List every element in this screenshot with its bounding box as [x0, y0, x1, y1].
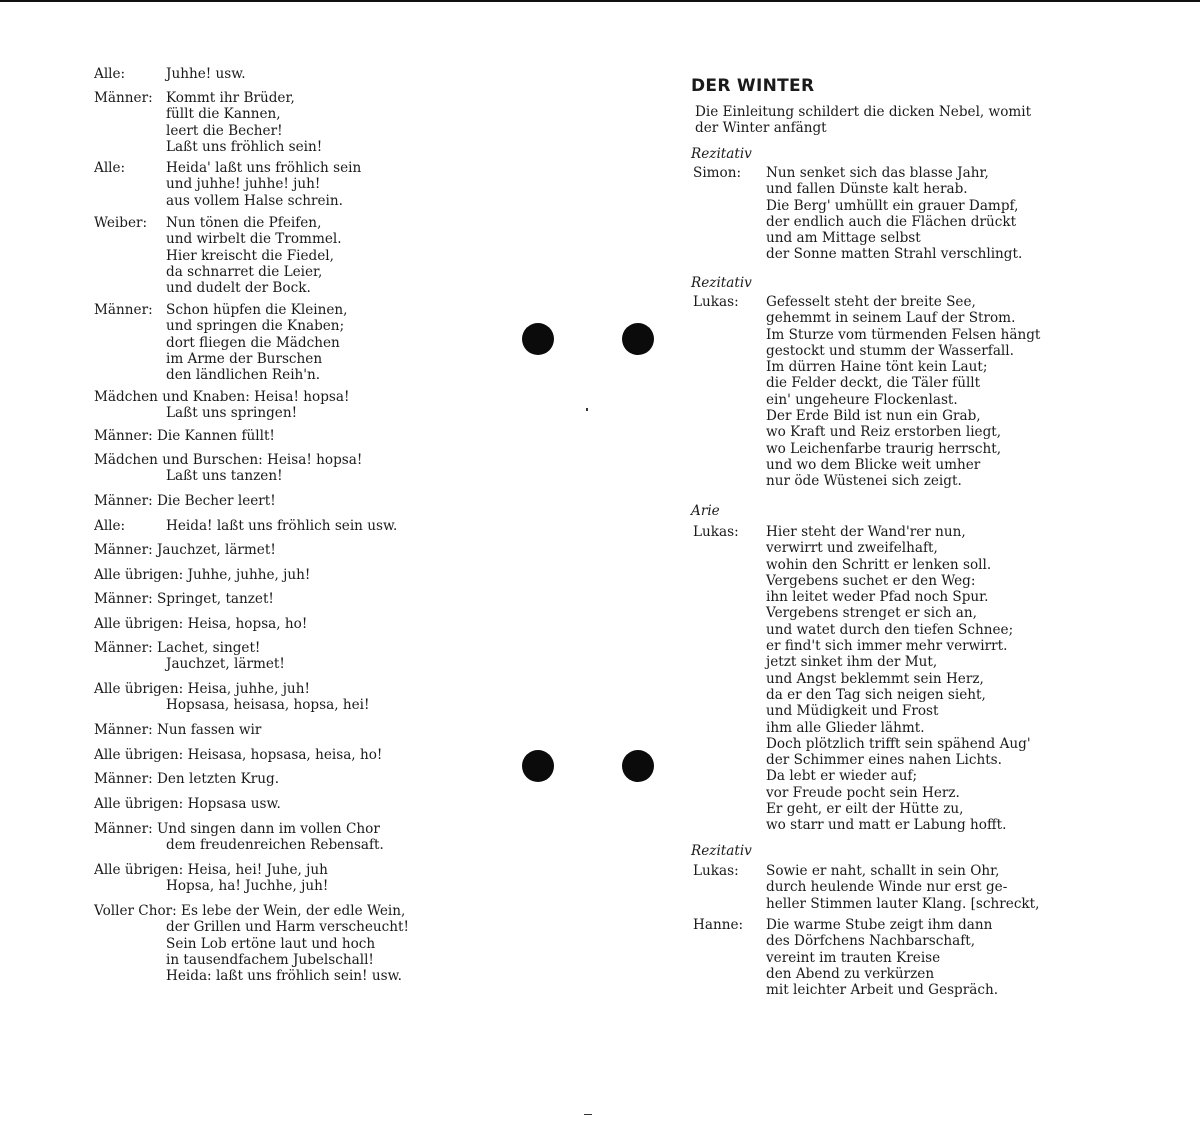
speaker-label: Alle:	[94, 160, 126, 176]
verse-line: Heida! laßt uns fröhlich sein usw.	[166, 518, 398, 534]
verse-line: vor Freude pocht sein Herz.	[766, 784, 960, 801]
verse-line: Nun tönen die Pfeifen,	[166, 215, 322, 231]
verse-line: Männer: Nun fassen wir	[94, 722, 262, 738]
verse-line: die Felder deckt, die Täler füllt	[766, 375, 981, 392]
verse-line: der Sonne matten Strahl verschlingt.	[766, 246, 1023, 263]
verse-line: Alle übrigen: Heisa, juhhe, juh!	[94, 681, 310, 697]
verse-line: Sein Lob ertöne laut und hoch	[166, 935, 376, 952]
verse-line: der Grillen und Harm verscheucht!	[166, 919, 409, 936]
verse-line: Die warme Stube zeigt ihm dann	[766, 917, 993, 933]
verse-line: Alle übrigen: Heisa, hopsa, ho!	[94, 616, 308, 632]
verse-line: gehemmt in seinem Lauf der Strom.	[766, 310, 1016, 327]
speaker-label: Männer:	[94, 90, 153, 106]
verse-line: der Schimmer eines nahen Lichts.	[766, 752, 1002, 769]
verse-block	[94, 821, 514, 854]
verse-line: Heida' laßt uns fröhlich sein	[166, 160, 362, 176]
verse-line: Schon hüpfen die Kleinen,	[166, 302, 348, 318]
verse-block	[693, 165, 1113, 263]
verse-line: Laßt uns fröhlich sein!	[166, 138, 323, 155]
verse-line: und juhhe! juhhe! juh!	[166, 176, 321, 193]
verse-line: Männer: Lachet, singet!	[94, 640, 261, 656]
speaker-label: Lukas:	[693, 294, 739, 310]
verse-line: Männer: Den letzten Krug.	[94, 771, 280, 787]
verse-line: und Müdigkeit und Frost	[766, 703, 939, 720]
verse-line: und am Mittage selbst	[766, 230, 921, 247]
verse-block	[94, 903, 514, 984]
verse-line: und wo dem Blicke weit umher	[766, 456, 981, 473]
verse-line: wo Kraft und Reiz erstorben liegt,	[766, 424, 1002, 441]
verse-line: und watet durch den tiefen Schnee;	[766, 621, 1014, 638]
verse-line: Die Berg' umhüllt ein grauer Dampf,	[766, 197, 1019, 214]
verse-line: Laßt uns springen!	[166, 405, 298, 422]
verse-block	[94, 747, 514, 763]
speaker-label: Männer:	[94, 302, 153, 318]
verse-line: Mädchen und Burschen: Heisa! hopsa!	[94, 452, 363, 468]
speck-mark	[584, 1114, 592, 1115]
verse-block	[94, 681, 514, 714]
verse-line: Sowie er naht, schallt in sein Ohr,	[766, 863, 1000, 879]
speaker-label: Hanne:	[693, 917, 744, 933]
verse-line: Alle übrigen: Heisasa, hopsasa, heisa, ho!	[94, 747, 383, 763]
verse-block	[94, 518, 514, 534]
verse-line: Da lebt er wieder auf;	[766, 768, 918, 785]
verse-line: und fallen Dünste kalt herab.	[766, 181, 968, 198]
verse-block	[94, 90, 514, 155]
verse-block	[94, 616, 514, 632]
verse-block	[94, 722, 514, 738]
verse-line: wohin den Schritt er lenken soll.	[766, 556, 992, 573]
verse-line: durch heulende Winde nur erst ge-	[766, 879, 1008, 896]
verse-line: Hopsasa, heisasa, hopsa, hei!	[166, 697, 370, 714]
verse-block	[693, 294, 1113, 490]
verse-line: ihm alle Glieder lähmt.	[766, 719, 925, 736]
verse-line: der endlich auch die Flächen drückt	[766, 213, 1017, 230]
verse-line: wo Leichenfarbe traurig herrscht,	[766, 440, 1002, 457]
verse-line: gestockt und stumm der Wasserfall.	[766, 342, 1014, 359]
punch-hole	[522, 323, 554, 355]
speaker-label: Alle:	[94, 518, 126, 534]
verse-line: Heida: laßt uns fröhlich sein! usw.	[166, 968, 402, 985]
verse-line: Männer: Die Becher leert!	[94, 493, 276, 509]
verse-line: da schnarret die Leier,	[166, 263, 323, 280]
verse-line: Vergebens suchet er den Weg:	[766, 572, 976, 589]
verse-block	[693, 524, 1113, 834]
verse-line: Hier kreischt die Fiedel,	[166, 247, 334, 264]
verse-line: jetzt sinket ihm der Mut,	[766, 654, 938, 671]
speaker-label: Lukas:	[693, 524, 739, 540]
verse-line: wo starr und matt er Labung hofft.	[766, 817, 1007, 834]
verse-block	[94, 591, 514, 607]
verse-line: Er geht, er eilt der Hütte zu,	[766, 801, 964, 818]
verse-block	[94, 215, 514, 296]
section-heading: Rezitativ	[691, 843, 752, 859]
verse-line: Im Sturze vom türmenden Felsen hängt	[766, 326, 1041, 343]
verse-block	[94, 567, 514, 583]
verse-block	[94, 493, 514, 509]
verse-line: Laßt uns tanzen!	[166, 468, 283, 485]
verse-line: vereint im trauten Kreise	[766, 949, 941, 966]
section-heading: Rezitativ	[691, 275, 752, 291]
verse-block	[693, 917, 1113, 998]
verse-line: und Angst beklemmt sein Herz,	[766, 670, 984, 687]
verse-line: aus vollem Halse schrein.	[166, 192, 343, 209]
verse-line: ihn leitet weder Pfad noch Spur.	[766, 589, 989, 606]
verse-line: Hier steht der Wand'rer nun,	[766, 524, 966, 540]
verse-line: er find't sich immer mehr verwirrt.	[766, 638, 1008, 655]
verse-line: Alle übrigen: Heisa, hei! Juhe, juh	[94, 862, 328, 878]
verse-line: Vergebens strenget er sich an,	[766, 605, 977, 622]
speaker-label: Lukas:	[693, 863, 739, 879]
verse-line: Männer: Die Kannen füllt!	[94, 428, 275, 444]
verse-block	[94, 771, 514, 787]
verse-line: mit leichter Arbeit und Gespräch.	[766, 982, 999, 999]
verse-block	[94, 640, 514, 673]
verse-line: Voller Chor: Es lebe der Wein, der edle Wein,	[94, 903, 406, 919]
verse-line: Nun senket sich das blasse Jahr,	[766, 165, 989, 181]
verse-line: Kommt ihr Brüder,	[166, 90, 295, 106]
verse-line: Jauchzet, lärmet!	[166, 656, 285, 673]
verse-line: Alle übrigen: Hopsasa usw.	[94, 796, 281, 812]
punch-hole	[622, 750, 654, 782]
verse-block	[94, 160, 514, 209]
verse-line: und springen die Knaben;	[166, 318, 345, 335]
verse-line: Männer: Und singen dann im vollen Chor	[94, 821, 380, 837]
intro-line: der Winter anfängt	[695, 120, 827, 137]
verse-block	[693, 863, 1113, 912]
verse-line: heller Stimmen lauter Klang. [schreckt,	[766, 895, 1040, 912]
section-title: DER WINTER	[691, 76, 815, 96]
speaker-label: Alle:	[94, 66, 126, 82]
verse-block	[94, 389, 514, 422]
verse-line: Männer: Springet, tanzet!	[94, 591, 274, 607]
verse-line: da er den Tag sich neigen sieht,	[766, 686, 986, 703]
verse-line: Doch plötzlich trifft sein spähend Aug'	[766, 735, 1031, 752]
verse-line: Juhhe! usw.	[166, 66, 246, 82]
section-heading: Rezitativ	[691, 146, 752, 162]
verse-block	[94, 302, 514, 383]
verse-block	[94, 66, 514, 82]
verse-line: den Abend zu verkürzen	[766, 965, 935, 982]
verse-block	[94, 862, 514, 895]
verse-line: Alle übrigen: Juhhe, juhhe, juh!	[94, 567, 311, 583]
punch-hole	[522, 750, 554, 782]
verse-line: füllt die Kannen,	[166, 106, 281, 123]
verse-line: dort fliegen die Mädchen	[166, 334, 340, 351]
intro-line: Die Einleitung schildert die dicken Nebel, womit	[695, 104, 1032, 120]
verse-line: und wirbelt die Trommel.	[166, 231, 342, 248]
punch-hole	[622, 323, 654, 355]
verse-line: im Arme der Burschen	[166, 350, 323, 367]
intro-text	[695, 104, 1115, 137]
verse-line: Gefesselt steht der breite See,	[766, 294, 976, 310]
verse-line: in tausendfachem Jubelschall!	[166, 951, 374, 968]
section-heading: Arie	[691, 503, 720, 519]
verse-line: dem freudenreichen Rebensaft.	[166, 837, 384, 854]
verse-block	[94, 542, 514, 558]
verse-block	[94, 452, 514, 485]
speaker-label: Weiber:	[94, 215, 148, 231]
verse-block	[94, 796, 514, 812]
verse-line: ein' ungeheure Flockenlast.	[766, 391, 958, 408]
top-border-line	[0, 0, 1200, 2]
verse-line: leert die Becher!	[166, 122, 283, 139]
verse-line: Hopsa, ha! Juchhe, juh!	[166, 878, 329, 895]
verse-line: den ländlichen Reih'n.	[166, 367, 321, 384]
speck-mark	[586, 408, 588, 411]
verse-line: Mädchen und Knaben: Heisa! hopsa!	[94, 389, 350, 405]
verse-line: des Dörfchens Nachbarschaft,	[766, 933, 976, 950]
speaker-label: Simon:	[693, 165, 742, 181]
verse-line: verwirrt und zweifelhaft,	[766, 540, 938, 557]
verse-line: Im dürren Haine tönt kein Laut;	[766, 359, 988, 376]
verse-block	[94, 428, 514, 444]
verse-line: nur öde Wüstenei sich zeigt.	[766, 473, 962, 490]
verse-line: Der Erde Bild ist nun ein Grab,	[766, 408, 981, 425]
verse-line: und dudelt der Bock.	[166, 280, 311, 297]
verse-line: Männer: Jauchzet, lärmet!	[94, 542, 276, 558]
